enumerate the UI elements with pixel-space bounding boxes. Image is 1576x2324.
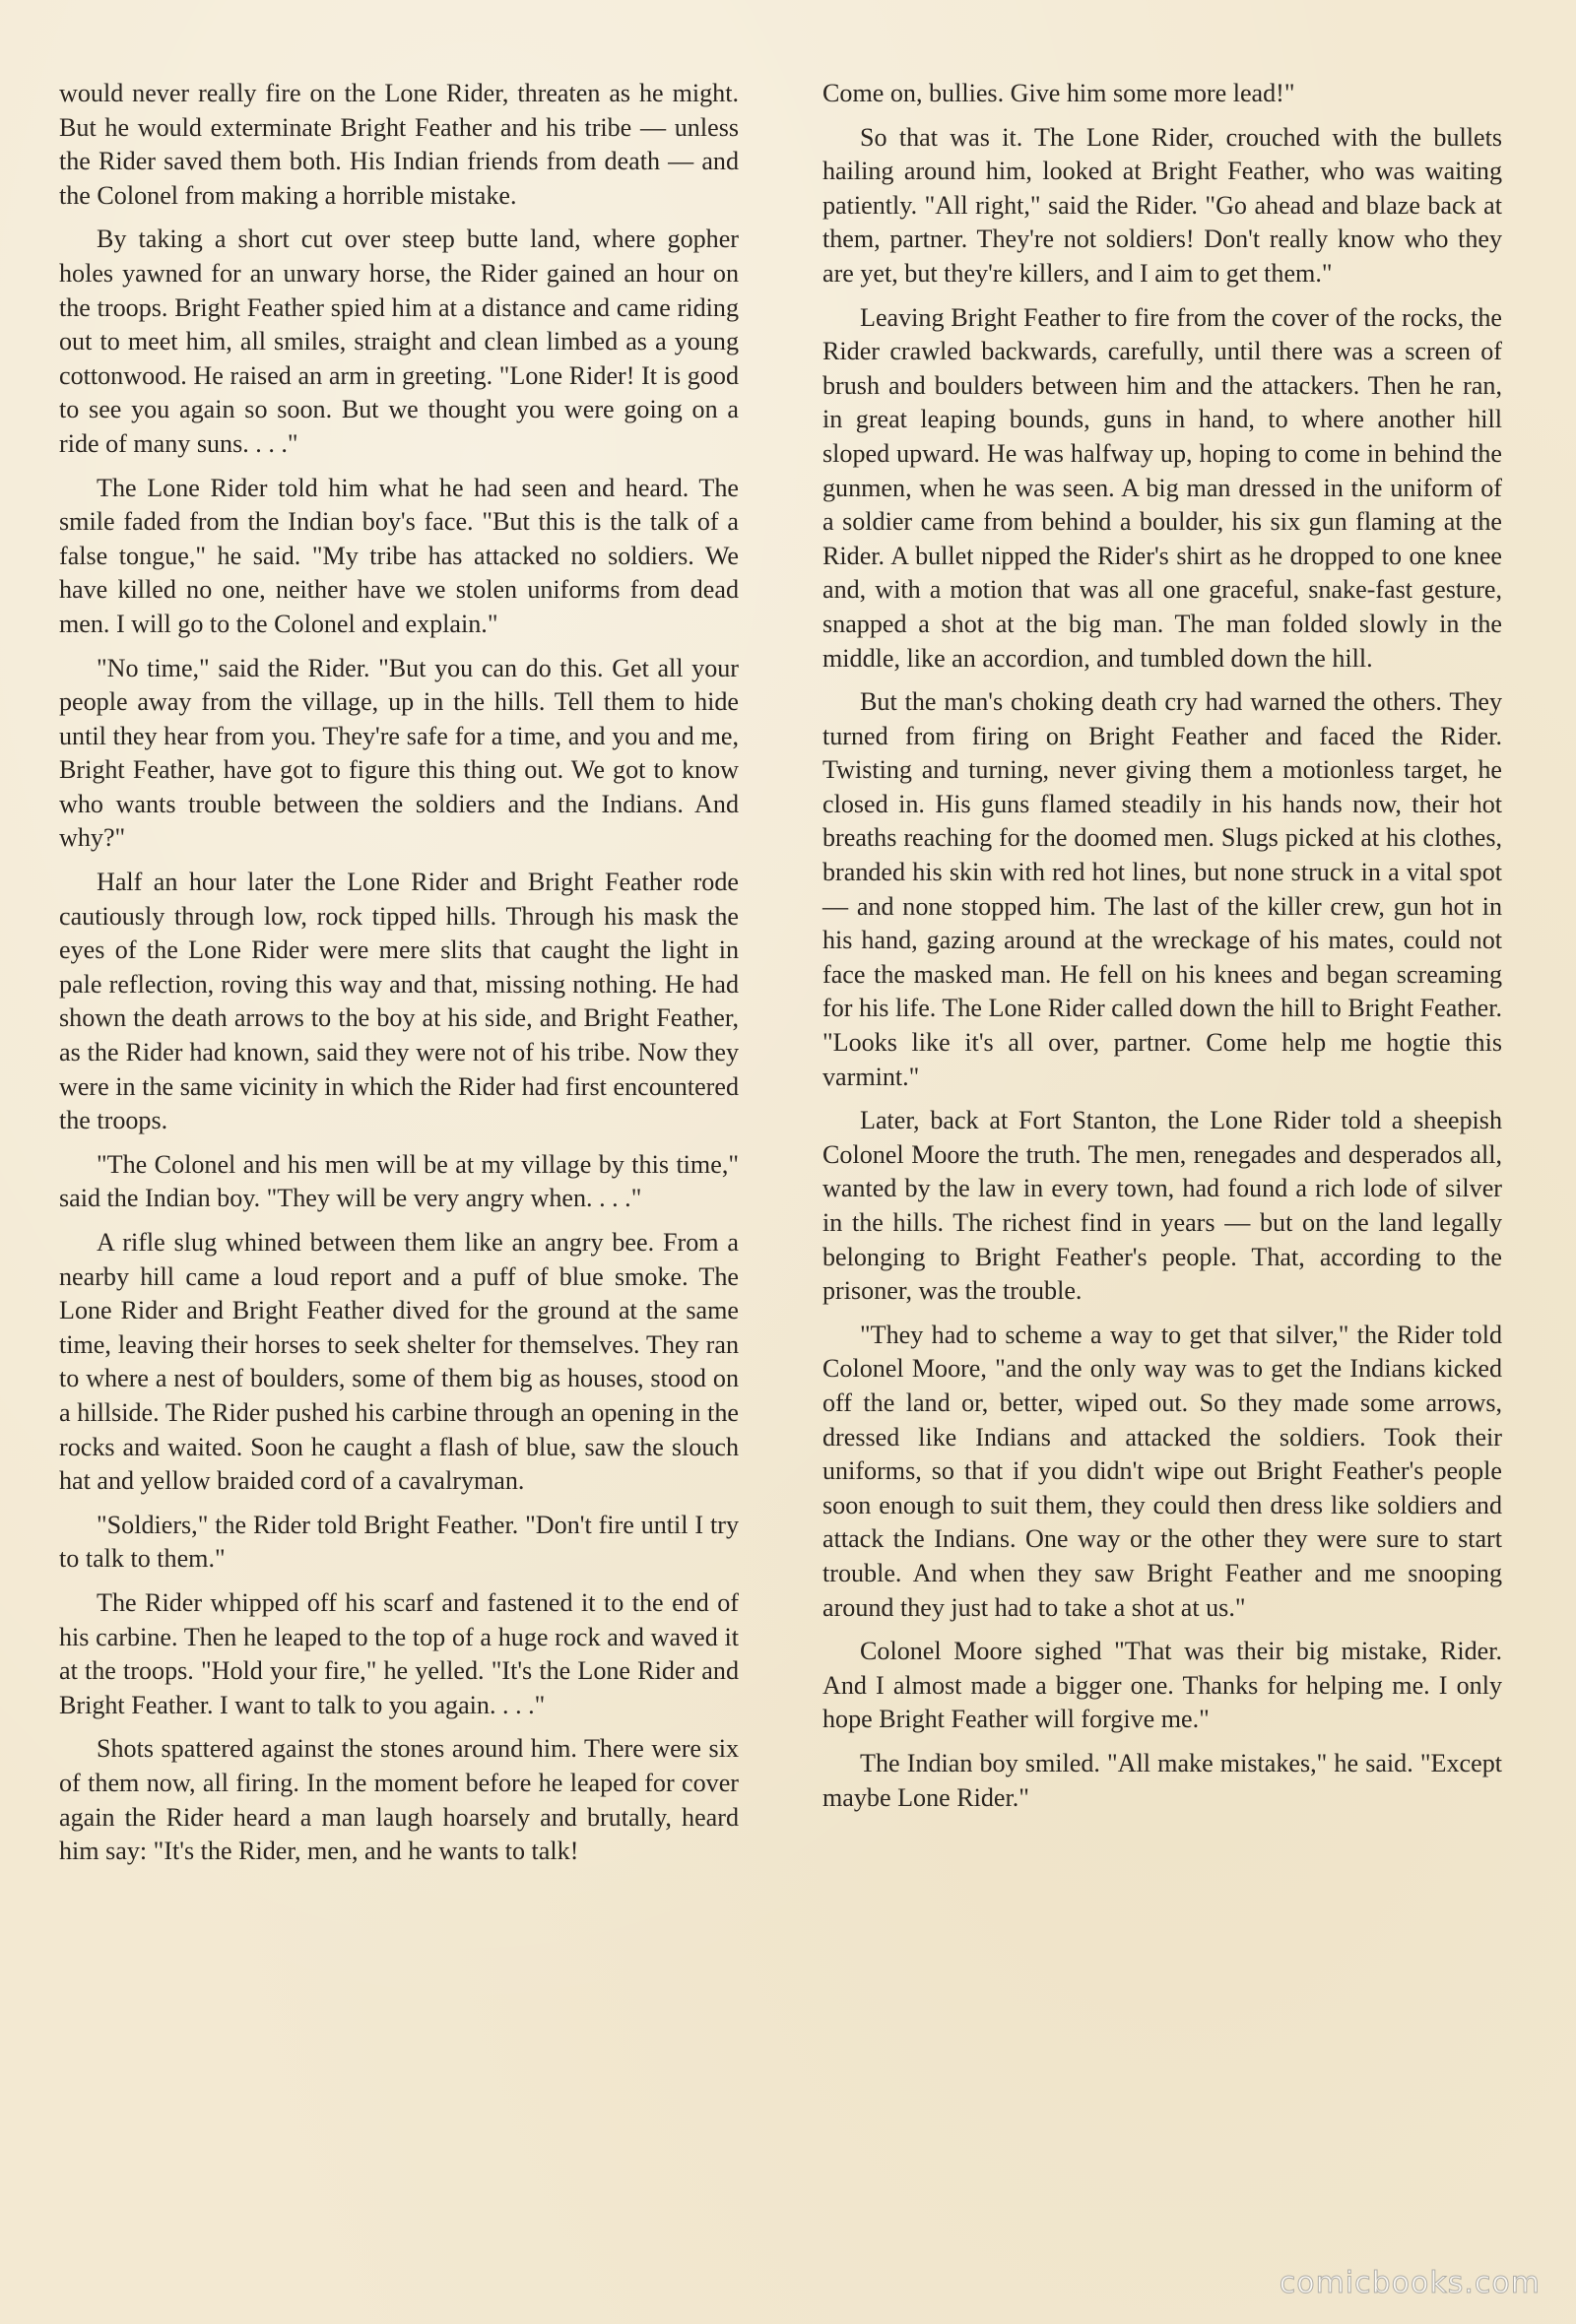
paragraph: "No time," said the Rider. "But you can do this. Get all your people away from the village, up in the hills. Tell them to hide until they hear from you. They're safe for a time, and you and me, Bright Feather, have got to figure this thing out. We got to know who wants trouble between the soldiers and the Indians. And why?" — [59, 653, 739, 853]
left-text-column — [59, 77, 739, 1879]
paragraph: Later, back at Fort Stanton, the Lone Rider told a sheepish Colonel Moore the truth. The men, renegades and desperados all, wanted by the law in every town, had found a rich lode of silver in the hills. The richest find in years — but on the land legally belonging to Bright Feather's people. That, according to the prisoner, was the trouble. — [822, 1106, 1502, 1306]
paragraph: So that was it. The Lone Rider, crouched with the bullets hailing around him, looked at Bright Feather, who was waiting patiently. "All right," said the Rider. "Go ahead and blaze back at them, partner. They're not soldiers! Don't really know who they are yet, but they're killers, and I aim to get them." — [822, 122, 1502, 288]
paragraph: But the man's choking death cry had warned the others. They turned from firing on Bright Feather and faced the Rider. Twisting and turning, never giving them a motionless target, he closed in. His guns flamed steadily in his hands now, their hot breaths reaching for the doomed men. Slugs picked at his clothes, branded his skin with red hot lines, but none struck in a vital spot — and none stopped him. The last of the killer crew, gun hot in his hand, gazing around at the wreckage of his mates, could not face the masked man. He fell on his knees and began screaming for his life. The Lone Rider called down the hill to Bright Feather. "Looks like it's all over, partner. Come help me hogtie this varmint." — [822, 687, 1502, 1091]
paragraph: "They had to scheme a way to get that silver," the Rider told Colonel Moore, "and the only way was to get the Indians kicked off the land or, better, wiped out. So they made some arrows, dressed like Indians and attacked the soldiers. Took their uniforms, so that if you didn't wipe out Bright Feather's people soon enough to suit them, they could then dress like soldiers and attack the Indians. One way or the other they were sure to start trouble. And when they saw Bright Feather and me snooping around they just had to take a shot at us." — [822, 1320, 1502, 1622]
paragraph: The Rider whipped off his scarf and fastened it to the end of his carbine. Then he leaped to the top of a huge rock and waved it at the troops. "Hold your fire," he yelled. "It's the Lone Rider and Bright Feather. I want to talk to you again. . . ." — [59, 1587, 739, 1719]
paragraph: "The Colonel and his men will be at my village by this time," said the Indian boy. "They will be very angry when. . . ." — [59, 1149, 739, 1213]
site-watermark: comicbooks.com — [1279, 2266, 1541, 2300]
paragraph: Leaving Bright Feather to fire from the cover of the rocks, the Rider crawled backwards, carefully, until there was a screen of brush and boulders between him and the attackers. Then he ran, in great leaping bounds, guns in hand, to where another hill sloped upward. He was halfway up, hoping to come in behind the gunmen, when he was seen. A big man dressed in the uniform of a soldier came from behind a boulder, his six gun flaming at the Rider. A bullet nipped the Rider's shirt as he dropped to one knee and, with a motion that was all one graceful, snake-fast gesture, snapped a shot at the big man. The man folded slowly in the middle, like an accordion, and tumbled down the hill. — [822, 302, 1502, 673]
paragraph: Colonel Moore sighed "That was their big mistake, Rider. And I almost made a bigger one. Thanks for helping me. I only hope Bright Feather will forgive me." — [822, 1637, 1502, 1734]
paragraph: The Indian boy smiled. "All make mistakes," he said. "Except maybe Lone Rider." — [822, 1748, 1502, 1812]
paragraph: The Lone Rider told him what he had seen and heard. The smile faded from the Indian boy's face. "But this is the talk of a false tongue," he said. "My tribe has attacked no soldiers. We have killed no one, neither have we stolen uniforms from dead men. I will go to the Colonel and explain." — [59, 473, 739, 638]
paragraph: A rifle slug whined between them like an angry bee. From a nearby hill came a loud report and a puff of blue smoke. The Lone Rider and Bright Feather dived for the ground at the same time, leaving their horses to seek shelter for themselves. They ran to where a nest of boulders, some of them big as houses, stood on a hillside. The Rider pushed his carbine through an opening in the rocks and waited. Soon he caught a flash of blue, saw the slouch hat and yellow braided cord of a cavalryman. — [59, 1228, 739, 1496]
right-text-column — [822, 77, 1502, 1825]
paragraph: "Soldiers," the Rider told Bright Feather. "Don't fire until I try to talk to them." — [59, 1510, 739, 1574]
paragraph: Come on, bullies. Give him some more lead!" — [822, 79, 1295, 107]
paragraph: By taking a short cut over steep butte land, where gopher holes yawned for an unwary horse, the Rider gained an hour on the troops. Bright Feather spied him at a distance and came riding out to meet him, all smiles, straight and clean limbed as a young cottonwood. He raised an arm in greeting. "Lone Rider! It is good to see you again so soon. But we thought you were going on a ride of many suns. . . ." — [59, 225, 739, 458]
paragraph: Shots spattered against the stones around him. There were six of them now, all firing. In the moment before he leaped for cover again the Rider heard a man laugh hoarsely and brutally, heard him say: "It's the Rider, men, and he wants to talk! — [59, 1734, 739, 1866]
paragraph: would never really fire on the Lone Rider, threaten as he might. But he would exterminate Bright Feather and his tribe — unless the Rider saved them both. His Indian friends from death — and the Colonel from making a horrible mistake. — [59, 79, 739, 210]
paragraph: Half an hour later the Lone Rider and Bright Feather rode cautiously through low, rock tipped hills. Through his mask the eyes of the Lone Rider were mere slits that caught the light in pale reflection, roving this way and that, missing nothing. He had shown the death arrows to the boy at his side, and Bright Feather, as the Rider had known, said they were not of his tribe. Now they were in the same vicinity in which the Rider had first encountered the troops. — [59, 868, 739, 1135]
